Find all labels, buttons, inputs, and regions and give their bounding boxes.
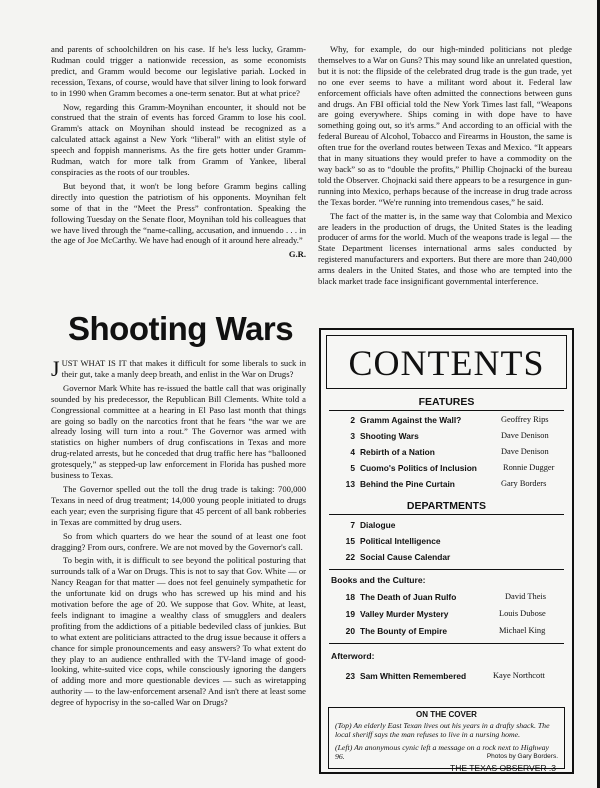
toc-entry[interactable] xyxy=(321,431,572,443)
page-number: 5 xyxy=(350,463,355,473)
page-number: 15 xyxy=(345,536,355,546)
departments-heading: DEPARTMENTS xyxy=(406,500,487,512)
entry-title: The Death of Juan Rulfo xyxy=(360,592,457,602)
entry-author: Louis Dubose xyxy=(499,609,546,618)
entry-author: Geoffrey Rips xyxy=(501,415,549,424)
entry-title: Rebirth of a Nation xyxy=(360,447,435,457)
entry-title: Dialogue xyxy=(360,520,396,530)
drop-cap: J xyxy=(51,356,60,381)
signature-line xyxy=(51,249,306,260)
entry-title: Shooting Wars xyxy=(360,431,419,441)
page-number: 23 xyxy=(345,671,355,681)
entry-author: Michael King xyxy=(499,626,546,635)
divider xyxy=(329,410,564,411)
author-initials: G.R. xyxy=(288,249,306,260)
page-number: 19 xyxy=(345,609,355,619)
toc-entry[interactable] xyxy=(321,463,572,475)
lead-text: UST WHAT IS IT that makes it difficult for some liberals to suck in their gut, take a manly deep breath, and enlist in the War on Drugs? xyxy=(61,358,306,379)
toc-entry[interactable] xyxy=(321,536,572,548)
entry-title: The Bounty of Empire xyxy=(360,626,448,636)
toc-entry[interactable] xyxy=(321,479,572,491)
divider xyxy=(329,569,564,570)
toc-entry[interactable] xyxy=(321,609,572,621)
article-headline: Shooting Wars xyxy=(68,310,294,347)
toc-entry[interactable] xyxy=(321,552,572,564)
page-number: 18 xyxy=(345,592,355,602)
page-number: 2 xyxy=(350,415,355,425)
page-number: 22 xyxy=(345,552,355,562)
cover-caption-left-text: (Left) An anonymous cynic left a message on a rock next to Highway 96. xyxy=(335,742,549,762)
paragraph: To begin with, it is difficult to see beyond the political posturing that surrounds talk of a War on Drugs. This is not to say that Gov. White — or Nancy Reagan for that matter — does not feel genuinely sympathetic for the unfortunate kid on drugs who has screwed up his mind and his motivation before the age of 20. We suppose that Gov. White, at least, feels indignant to imagine a wealthy class of smugglers and dealers profiting from the addictions of a pitiable bedeviled class of junkies. But to what extent are politicians attracted to the drug issue because it offers a chance for simple pronouncements and easy answers? To what extent do they play to an audience enthralled with the TV-land image of good-looking, white-suited vice cops, while consciously ignoring the dangers of adding more and more questionable devices — such as wiretapping authority — to the law-enforcement arsenal? And isn't there at least some degree of hypocrisy in the so-called War on Drugs? xyxy=(51,555,306,708)
entry-title: Cuomo's Politics of Inclusion xyxy=(360,463,477,473)
paragraph: The fact of the matter is, in the same way that Colombia and Mexico are leaders in the production of drugs, the United States is the leading producer of arms for the world. Much of the weapons trade is legal — the State Department licenses international arms sales conducted by registered manufacturers and exporters. But there are more than 240,000 arms dealers in the United States, and those who are tempted into the black market trade face insignificant governmental interference. xyxy=(318,210,572,287)
page-number: 4 xyxy=(350,447,355,457)
afterword-heading: Afterword: xyxy=(331,651,375,661)
divider xyxy=(329,643,564,644)
toc-entry[interactable] xyxy=(321,671,572,683)
entry-author: David Theis xyxy=(505,592,547,601)
page-number: 13 xyxy=(345,479,355,489)
page-number: 3 xyxy=(350,431,355,441)
toc-entry[interactable] xyxy=(321,626,572,638)
features-heading: FEATURES xyxy=(418,396,475,408)
page-number: 20 xyxy=(345,626,355,636)
entry-author: Dave Denison xyxy=(501,431,549,440)
entry-title: Valley Murder Mystery xyxy=(360,609,449,619)
divider xyxy=(329,514,564,515)
cover-heading: ON THE COVER xyxy=(416,710,477,719)
paragraph: Now, regarding this Gramm-Moynihan encounter, it should not be construed that the strain of events has forced Gramm to lose his cool. Gramm's attack on Moynihan should instead be recognized as a calculated attack against a New York “liberal” with an elitist style of speech and foppish mannerisms. As the fire gets hotter under Gramm-Rudman, watch for more talk from Gramm of Yankee, liberal conspiracies as the roots of our troubles. xyxy=(51,101,306,177)
paragraph: But beyond that, it won't be long before Gramm begins calling directly into question the patriotism of his opponents. Moynihan felt some of that in the “Meet the Press” confrontation. Speaking the following Tuesday on the Senate floor, Moynihan told his colleagues that we have lived through the “name-calling, accusation, and innuendo . . . in the age of Joe McCarthy. We have had enough of it around here already.” xyxy=(51,180,306,246)
left-column-continued-text xyxy=(51,44,306,260)
entry-author: Dave Denison xyxy=(501,447,549,456)
entry-title: Sam Whitten Remembered xyxy=(360,671,467,681)
paragraph: and parents of schoolchildren on his case. If he's less lucky, Gramm-Rudman could trigger a nationwide recession, as some economists predict, and Gramm would become our legislative pariah. Locked in recession, Texans, of course, would have that silver lining to look forward to in 1990 when Gramm becomes a one-term senator. But at what price? xyxy=(51,44,306,98)
entry-title: Behind the Pine Curtain xyxy=(360,479,455,489)
entry-author: Kaye Northcott xyxy=(493,671,545,680)
toc-entry[interactable] xyxy=(321,415,572,427)
page-footer: THE TEXAS OBSERVER .3 xyxy=(450,763,556,773)
toc-entry[interactable] xyxy=(321,520,572,532)
contents-box xyxy=(319,328,574,774)
right-column-continued-text xyxy=(318,44,572,290)
toc-entry[interactable] xyxy=(321,592,572,604)
cover-caption-left xyxy=(335,743,558,762)
books-heading: Books and the Culture: xyxy=(331,575,426,585)
entry-author: Gary Borders xyxy=(501,479,547,488)
paragraph: So from which quarters do we hear the sound of at least one foot dragging? From ours, confrere. We are not moved by the Governor's call. xyxy=(51,530,306,552)
entry-title: Gramm Against the Wall? xyxy=(360,415,462,425)
paragraph: Why, for example, do our high-minded politicians not pledge themselves to a War on Guns? This may sound like an unrelated question, but it is not: the flipside of the celebrated drug trade is the gun trade, yet no one ever seems to have a militant word about it. Federal law enforcement officials have often admitted the connections between guns and drugs. An FBI official told the New York Times last fall, “Weapons are going everywhere. Ships coming in with dope have to have something going out, so it's arms.” And according to an official with the federal Bureau of Alcohol, Tobacco and Firearms in Houston, the same is often true for the overland routes between Texas and Mexico. “It appears that in many situations they would prefer to have a commodity on the way back” so as to “double the profits,” Phillip Chojnacki of the bureau told the Observer. Chojnacki said there appears to be a resurgence in gun-running into Mexico, perhaps because of the increase in drug trade across the Texas border. “We're running into tremendous cases,” he said. xyxy=(318,44,572,207)
paragraph: The Governor spelled out the toll the drug trade is taking: 700,000 Texans in need of drug treatment; 14,000 young people initiated to drugs each year; even the surprising figure that 45 percent of all bank robberies in Texas are committed by drug users. xyxy=(51,483,306,527)
lead-paragraph xyxy=(51,358,306,380)
entry-author: Ronnie Dugger xyxy=(503,463,555,472)
shooting-wars-article xyxy=(51,358,306,711)
contents-title: CONTENTS xyxy=(326,335,567,389)
entry-title: Political Intelligence xyxy=(360,536,441,546)
photo-credit: Photos by Gary Borders. xyxy=(486,753,558,761)
cover-caption-top: (Top) An elderly East Texan lives out his years in a drafty shack. The local sheriff says the man refuses to live in a nursing home. xyxy=(335,720,550,740)
paragraph: Governor Mark White has re-issued the battle call that was originally sounded by his predecessor, the Republican Bill Clements. White told a Congressional committee at a hearing in El Paso last month that things are going so badly on the narcotics front that he fears “the war we are already losing will turn into a rout.” The Governor was armed with statistics on higher numbers of drug confiscations in Texas and more drug-related arrests, but he conceded that drug traffic here has “ballooned grotesquely,” as stepped-up law enforcement in Florida has pushed more business to Texas. xyxy=(51,382,306,481)
toc-entry[interactable] xyxy=(321,447,572,459)
page-number: 7 xyxy=(350,520,355,530)
entry-title: Social Cause Calendar xyxy=(360,552,451,562)
on-the-cover-box xyxy=(328,707,565,769)
